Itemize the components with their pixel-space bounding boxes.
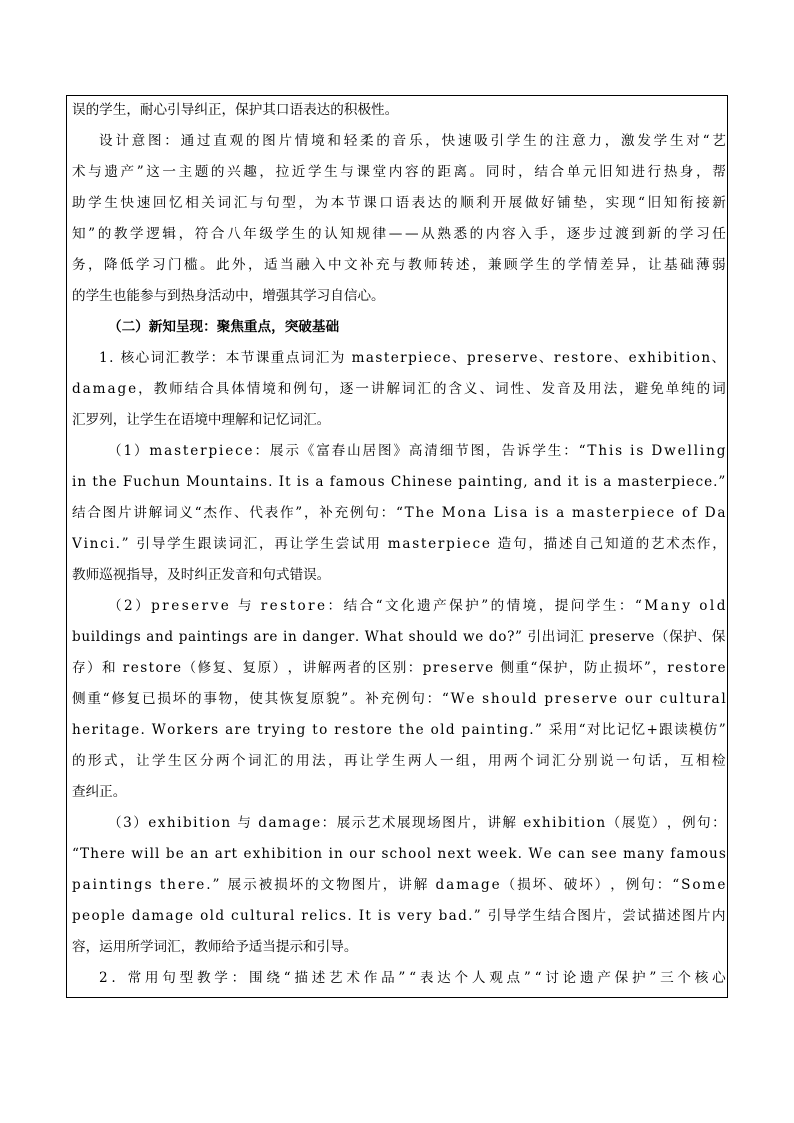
paragraph-line: 容，运用所学词汇，教师给予适当提示和引导。 xyxy=(72,939,358,955)
paragraph-line: i n t h e F u c h u n M o u n t a i n s . I t i s a f a m o u s C h i n e s e p a i n t i n g , a n d i t i s a m a s t e r p i e c e . ” xyxy=(72,474,726,490)
paragraph-line: （ 3 ） e x h i b i t i o n 与 d a m a g e ： 展 示 艺 术 展 现 场 图 片 ， 讲 解 e x h i b i t i o n （ 展 览 ） ， 例 句 ： xyxy=(108,815,726,831)
section-heading: （二）新知呈现：聚焦重点，突破基础 xyxy=(108,319,340,335)
paragraph-line: 查纠正。 xyxy=(72,784,127,800)
paragraph-line: “ T h e r e w i l l b e a n a r t e x h i b i t i o n i n o u r s c h o o l n e x t w e e k . W e c a n s e e m a n y f a m o u s xyxy=(72,846,726,862)
paragraph-line: 结 合 图 片 讲 解 词 义 “ 杰 作 、 代 表 作 ” ， 补 充 例 句 ： “ T h e M o n a L i s a i s a m a s t e r p i e c e o f D a xyxy=(72,505,726,521)
paragraph-line: 设 计 意 图 ： 通 过 直 观 的 图 片 情 境 和 轻 柔 的 音 乐 ， 快 速 吸 引 学 生 的 注 意 力 ， 激 发 学 生 对 “ 艺 xyxy=(99,133,726,149)
paragraph-line: 存 ） 和 r e s t o r e （ 修 复 、 复 原 ） ， 讲 解 两 者 的 区 别 ： p r e s e r v e 侧 重 “ 保 护 ， 防 止 损 坏 ” ， r e s t o r e xyxy=(72,660,726,676)
paragraph-line: 汇罗列，让学生在语境中理解和记忆词汇。 xyxy=(72,412,331,428)
paragraph-line: 教师巡视指导，及时纠正发音和句式错误。 xyxy=(72,567,331,583)
paragraph-line: 1 . 核 心 词 汇 教 学 ： 本 节 课 重 点 词 汇 为 m a s t e r p i e c e 、 p r e s e r v e 、 r e s t o r e 、 e x h i b i t i o n 、 xyxy=(99,350,726,366)
paragraph-line: 务 ， 降 低 学 习 门 槛 。 此 外 ， 适 当 融 入 中 文 补 充 与 教 师 转 述 ， 兼 顾 学 生 的 学 情 差 异 ， 让 基 础 薄 弱 xyxy=(72,257,726,273)
paragraph-line: 助 学 生 快 速 回 忆 相 关 词 汇 与 句 型 ， 为 本 节 课 口 语 表 达 的 顺 利 开 展 做 好 铺 垫 ， 实 现 “ 旧 知 衔 接 新 xyxy=(72,195,726,211)
paragraph-line: V i n c i . ” 引 导 学 生 跟 读 词 汇 ， 再 让 学 生 尝 试 用 m a s t e r p i e c e 造 句 ， 描 述 自 己 知 道 的 艺 术 杰 作 ， xyxy=(72,536,726,552)
paragraph-line: 知 ” 的 教 学 逻 辑 ， 符 合 八 年 级 学 生 的 认 知 规 律 — — 从 熟 悉 的 内 容 入 手 ， 逐 步 过 渡 到 新 的 学 习 任 xyxy=(72,226,726,242)
paragraph-line: p e o p l e d a m a g e o l d c u l t u r a l r e l i c s . I t i s v e r y b a d . ” 引 导 学 生 结 合 图 片 ， 尝 试 描 述 图 片 内 xyxy=(72,908,726,924)
lesson-plan-text xyxy=(72,95,726,994)
paragraph-line: 2 . 常 用 句 型 教 学 ： 围 绕 “ 描 述 艺 术 作 品 ” “ 表 达 个 人 观 点 ” “ 讨 论 遗 产 保 护 ” 三 个 核 心 xyxy=(99,970,726,986)
paragraph-line: d a m a g e ， 教 师 结 合 具 体 情 境 和 例 句 ， 逐 一 讲 解 词 汇 的 含 义 、 词 性 、 发 音 及 用 法 ， 避 免 单 纯 的 词 xyxy=(72,381,726,397)
paragraph-line: 术 与 遗 产 ” 这 一 主 题 的 兴 趣 ， 拉 近 学 生 与 课 堂 内 容 的 距 离 。 同 时 ， 结 合 单 元 旧 知 进 行 热 身 ， 帮 xyxy=(72,164,726,180)
paragraph-line: 侧 重 “ 修 复 已 损 坏 的 事 物 ， 使 其 恢 复 原 貌 ” 。 补 充 例 句 ： “ W e s h o u l d p r e s e r v e o u r c u l t u r a l xyxy=(72,691,726,707)
paragraph-line: （ 2 ） p r e s e r v e 与 r e s t o r e ： 结 合 “ 文 化 遗 产 保 护 ” 的 情 境 ， 提 问 学 生 ： “ M a n y o l d xyxy=(108,598,726,614)
paragraph-line: b u i l d i n g s a n d p a i n t i n g s a r e i n d a n g e r . W h a t s h o u l d w e d o ? ” 引 出 词 汇 p r e s e r v e （ 保 护 、 保 xyxy=(72,629,726,645)
paragraph-line: 的学生也能参与到热身活动中，增强其学习自信心。 xyxy=(72,288,385,304)
paragraph-line: h e r i t a g e . W o r k e r s a r e t r y i n g t o r e s t o r e t h e o l d p a i n t i n g . ” 采 用 “ 对 比 记 忆 + 跟 读 模 仿 ” xyxy=(72,722,726,738)
paragraph-line: p a i n t i n g s t h e r e . ” 展 示 被 损 坏 的 文 物 图 片 ， 讲 解 d a m a g e （ 损 坏 、 破 坏 ） ， 例 句 ： “ S o m e xyxy=(72,877,726,893)
paragraph-line: 误的学生，耐心引导纠正，保护其口语表达的积极性。 xyxy=(72,102,399,118)
paragraph-line: 的 形 式 ， 让 学 生 区 分 两 个 词 汇 的 用 法 ， 再 让 学 生 两 人 一 组 ， 用 两 个 词 汇 分 别 说 一 句 话 ， 互 相 检 xyxy=(72,753,726,769)
paragraph-line: （ 1 ） m a s t e r p i e c e ： 展 示 《 富 春 山 居 图 》 高 清 细 节 图 ， 告 诉 学 生 ： “ T h i s i s D w e l l i n g xyxy=(108,443,726,459)
